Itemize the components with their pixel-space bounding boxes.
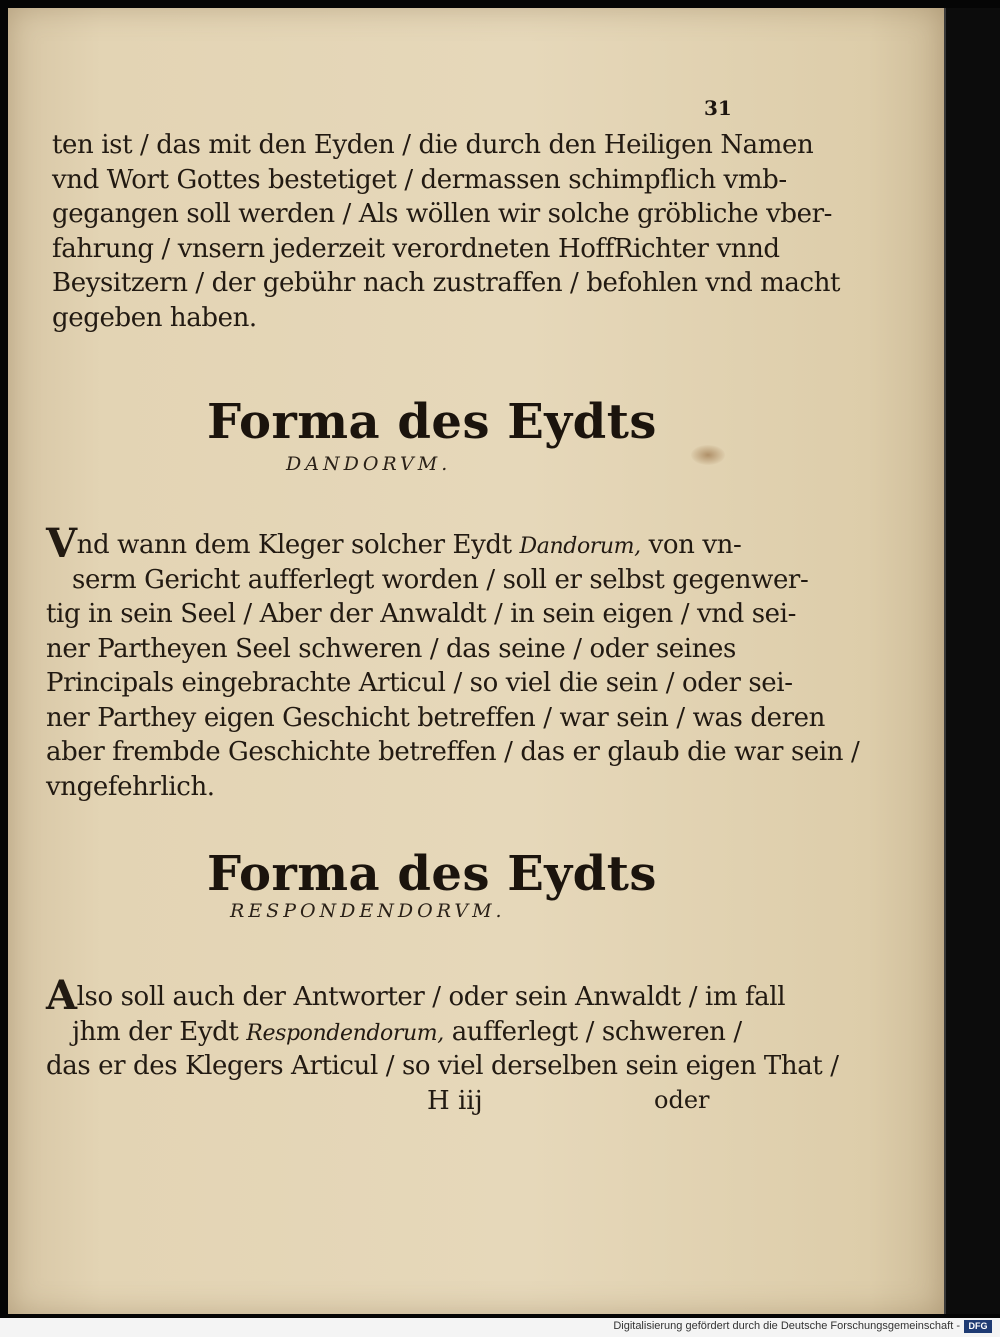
text-line: vnd Wort Gottes bestetiget / dermassen schimpflich vmb- [52, 164, 787, 195]
section-heading-respondendorum: Forma des Eydts [207, 846, 657, 902]
signature-mark: H iij [427, 1086, 483, 1116]
paper-stain [691, 445, 725, 465]
dfg-logo: DFG [964, 1320, 992, 1333]
paragraph-dandorum [46, 520, 860, 804]
latin-term: Dandorum, [519, 534, 641, 559]
text-line [46, 972, 839, 1019]
latin-term: Respondendorum, [246, 1020, 444, 1046]
text-line: serm Gericht aufferlegt worden / soll er selbst gegenwer- [72, 564, 809, 595]
text-line [46, 520, 859, 567]
section-subheading-respondendorum: RESPONDENDORVM. [230, 900, 506, 922]
section-subheading-dandorum: DANDORVM. [286, 453, 452, 475]
funding-notice: Digitalisierung gefördert durch die Deutsche Forschungsgemeinschaft - [613, 1320, 960, 1332]
text-line: aber frembde Geschichte betreffen / das er glaub die war sein / [46, 737, 860, 767]
text-line [46, 1015, 839, 1050]
text-line: ten ist / das mit den Eyden / die durch den Heiligen Namen [52, 130, 814, 160]
paragraph-continuation [52, 128, 840, 335]
text-fragment: lso soll auch der Antworter / oder sein Anwaldt / im fall [76, 982, 786, 1012]
text-line: vngefehrlich. [46, 771, 215, 802]
text-line: gegangen soll werden / Als wöllen wir solche gröbliche vber- [52, 199, 833, 229]
text-line: das er des Klegers Articul / so viel derselben sein eigen That / [46, 1051, 839, 1081]
text-line: gegeben haben. [52, 302, 257, 333]
text-line: Beysitzern / der gebühr nach zustraffen / befohlen vnd macht [52, 268, 841, 298]
text-fragment: jhm der Eydt [72, 1016, 239, 1047]
text-line: Principals eingebrachte Articul / so viel die sein / oder sei- [46, 668, 793, 698]
text-fragment: aufferlegt / schweren / [451, 1016, 742, 1047]
folio-number: 31 [704, 96, 732, 120]
initial-letter: V [46, 520, 77, 567]
section-heading-dandorum: Forma des Eydts [207, 394, 657, 450]
text-line: ner Partheyen Seel schweren / das seine / oder seines [46, 633, 736, 664]
initial-letter: A [46, 972, 77, 1019]
text-line: ner Parthey eigen Geschicht betreffen / war sein / was deren [46, 702, 825, 733]
text-fragment: nd wann dem Kleger solcher Eydt [76, 530, 512, 560]
text-line: tig in sein Seel / Aber der Anwaldt / in sein eigen / vnd sei- [46, 599, 796, 629]
text-line: fahrung / vnsern jederzeit verordneten HoffRichter vnnd [52, 233, 780, 264]
text-fragment: von vn- [648, 530, 742, 560]
catchword: oder [654, 1086, 710, 1114]
footer-bar [0, 1318, 1000, 1337]
page-edge [946, 8, 1000, 1314]
paragraph-respondendorum [46, 972, 839, 1084]
